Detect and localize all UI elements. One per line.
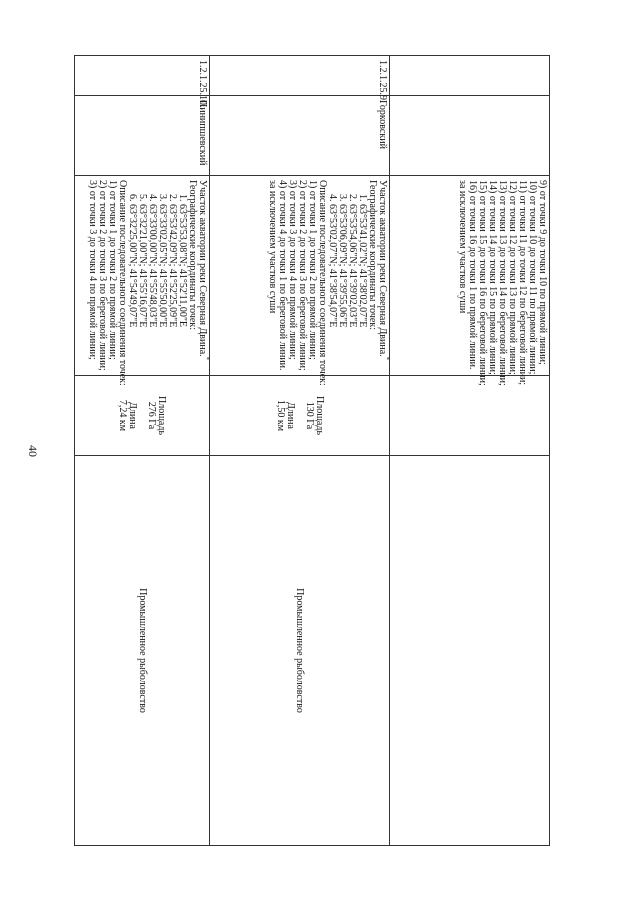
area-value: 276 Га [146,401,158,430]
connection-line: 2) от точки 2 до точки 3 по береговой линии; [97,180,108,371]
table-row [75,56,210,846]
coordinate-point: 6. 63°32'25,00"N; 41°54'49,07"E [127,194,138,328]
desc-label: Описание последовательного соединения точек: [117,180,128,386]
connection-line: 1) от точки 1 до точки 2 по прямой линии; [307,180,318,360]
connection-line: 14) от точки 14 до точки 15 по прямой линии; [487,180,498,375]
area-label: Площадь [156,396,168,435]
area-title: Участок акватории реки Северная Двина.* [197,180,211,361]
usage-cell [390,456,550,846]
area-description-cell [210,176,391,386]
area-description-cell [75,176,211,386]
coordinate-point: 2. 63°53'54,06"N; 41°39'02,03"E [347,194,358,328]
footnote-mark: * [202,356,211,361]
area-name-cell: Пинипшевский [75,96,210,176]
connection-line: 1) от точки 1 до точки 2 по прямой линии; [107,180,118,360]
area-size-cell [75,376,210,456]
connection-line: 4) от точки 4 до точки 1 по береговой линии. [277,180,288,371]
desc-label: Описание последовательного соединения точек: [317,180,328,386]
connection-line: 11) от точки 11 до точки 12 по береговой линии; [517,180,528,386]
connection-line: 9) от точки 9 до точки 10 по прямой линии; [537,180,548,365]
connection-line: 3) от точки 3 до точки 4 по прямой линии; [287,180,298,360]
coordinate-point: 3. 63°53'06,09"N; 41°39'55,06"E [337,194,348,328]
area-description-cell [390,176,550,386]
area-size-cell [210,376,390,456]
coordinate-point: 1. 63°53'53,08"N; 41°52'11,00"E [177,194,188,328]
coordinate-point: 4. 63°53'02,07"N; 41°38'54,07"E [327,194,338,328]
coordinate-point: 1. 63°53'41,02"N; 41°38'02,07"E [357,194,368,328]
length-value: 7,24 км [117,399,129,432]
area-name-cell: Горковский [210,96,390,176]
connection-line: 16) от точки 16 до точки 1 по прямой линии. [467,180,478,370]
coordinate-point: 5. 63°32'21,00"N; 41°55'16,07"E [137,194,148,328]
usage-cell: Промышленное рыболовство [210,456,390,846]
page-number: 40 [26,445,40,457]
table-row [390,56,550,846]
connection-line: 13) от точки 13 до точки 14 по береговой линии; [497,180,508,386]
area-name-cell [390,96,550,176]
usage-cell: Промышленное рыболовство [75,456,210,846]
connection-line: 10) от точки 10 до точки 11 по прямой линии; [527,180,538,375]
area-title: Участок акватории реки Северная Двина.* [377,180,391,361]
connection-line: 12) от точки 12 до точки 13 по прямой линии; [507,180,518,375]
area-value: 130 Га [304,401,315,430]
area-number-cell: 1.2.1.25.10. [75,56,210,96]
area-number-cell [390,56,550,96]
length-value: 1,50 км [275,399,286,432]
coordinate-point: 3. 63°33'02,05"N; 41°55'50,00"E [157,194,168,328]
area-number-cell: 1.2.1.25.9. [210,56,390,96]
exclusion-note: за исключением участков суши [457,180,468,314]
length-label: Длина [127,402,139,429]
length-label: Длина [285,402,296,429]
coordinate-point: 2. 63°53'42,09"N; 41°52'25,09"E [167,194,178,328]
coords-label: Географические координаты точек: [367,180,378,330]
table-row [210,56,390,846]
area-label: Площадь [314,396,325,435]
connection-line: 15) от точки 15 до точки 16 по береговой линии; [477,180,488,386]
footnote-mark: * [382,356,391,361]
area-size-cell [390,376,550,456]
coords-label: Географические координаты точек: [187,180,198,330]
coordinate-point: 4. 63°33'00,00"N; 41°55'48,03"E [147,194,158,328]
connection-line: 3) от точки 3 до точки 4 по прямой линии; [87,180,98,360]
connection-line: 2) от точки 2 до точки 3 по береговой линии; [297,180,308,371]
exclusion-note: за исключением участков суши [267,180,278,314]
fishing-areas-table [74,55,550,846]
